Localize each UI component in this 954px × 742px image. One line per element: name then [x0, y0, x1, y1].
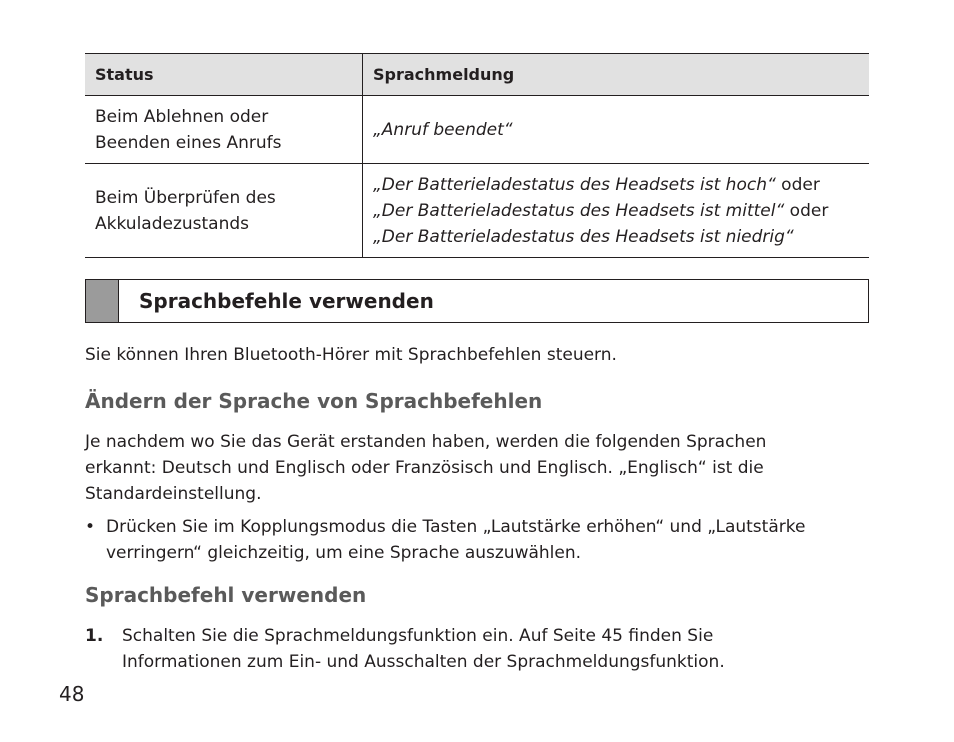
status-cell	[85, 96, 363, 164]
paragraph-line: Standardeinstellung.	[85, 484, 262, 504]
section-header	[85, 279, 869, 323]
column-header-status: Status	[85, 54, 363, 96]
status-line: Akkuladezustands	[95, 213, 250, 234]
section-marker	[86, 280, 119, 322]
message-text: „Der Batterieladestatus des Headsets ist niedrig“	[373, 226, 794, 247]
section-title: Sprachbefehle verwenden	[139, 289, 434, 313]
paragraph-line: Je nachdem wo Sie das Gerät erstanden haben, werden die folgenden Sprachen	[85, 432, 767, 452]
status-line: Beim Ablehnen oder	[95, 106, 269, 127]
status-cell	[85, 164, 363, 258]
step-number: 1.	[85, 626, 104, 646]
paragraph-line: erkannt: Deutsch und Englisch oder Französisch und Englisch. „Englisch“ ist die	[85, 458, 764, 478]
message-cell	[363, 164, 870, 258]
status-line: Beenden eines Anrufs	[95, 132, 282, 153]
bullet-item	[85, 514, 869, 566]
column-header-message: Sprachmeldung	[363, 54, 870, 96]
table-row	[85, 164, 869, 258]
language-paragraph	[85, 429, 869, 507]
page-number: 48	[59, 682, 85, 706]
table-header-row	[85, 54, 869, 96]
step-item	[85, 623, 869, 675]
step-line: Informationen zum Ein- und Ausschalten der Sprachmeldungsfunktion.	[122, 652, 725, 672]
subsection-heading-voice-command: Sprachbefehl verwenden	[85, 583, 367, 607]
bullet-icon: •	[85, 517, 96, 537]
message-text: „Anruf beendet“	[373, 119, 513, 140]
message-text: „Der Batterieladestatus des Headsets ist mittel“	[373, 200, 785, 221]
intro-text: Sie können Ihren Bluetooth-Hörer mit Sprachbefehlen steuern.	[85, 345, 617, 365]
bullet-line: verringern“ gleichzeitig, um eine Sprache auszuwählen.	[106, 543, 582, 563]
subsection-heading-language: Ändern der Sprache von Sprachbefehlen	[85, 389, 543, 413]
bullet-line: Drücken Sie im Kopplungsmodus die Tasten „Lautstärke erhöhen“ und „Lautstärke	[106, 517, 806, 537]
message-text: „Der Batterieladestatus des Headsets ist hoch“	[373, 174, 776, 195]
status-message-table	[85, 53, 869, 258]
status-line: Beim Überprüfen des	[95, 187, 276, 208]
step-line: Schalten Sie die Sprachmeldungsfunktion ein. Auf Seite 45 finden Sie	[122, 626, 714, 646]
message-cell	[363, 96, 870, 164]
table-row	[85, 96, 869, 164]
message-join: oder	[775, 174, 820, 195]
message-join: oder	[784, 200, 829, 221]
